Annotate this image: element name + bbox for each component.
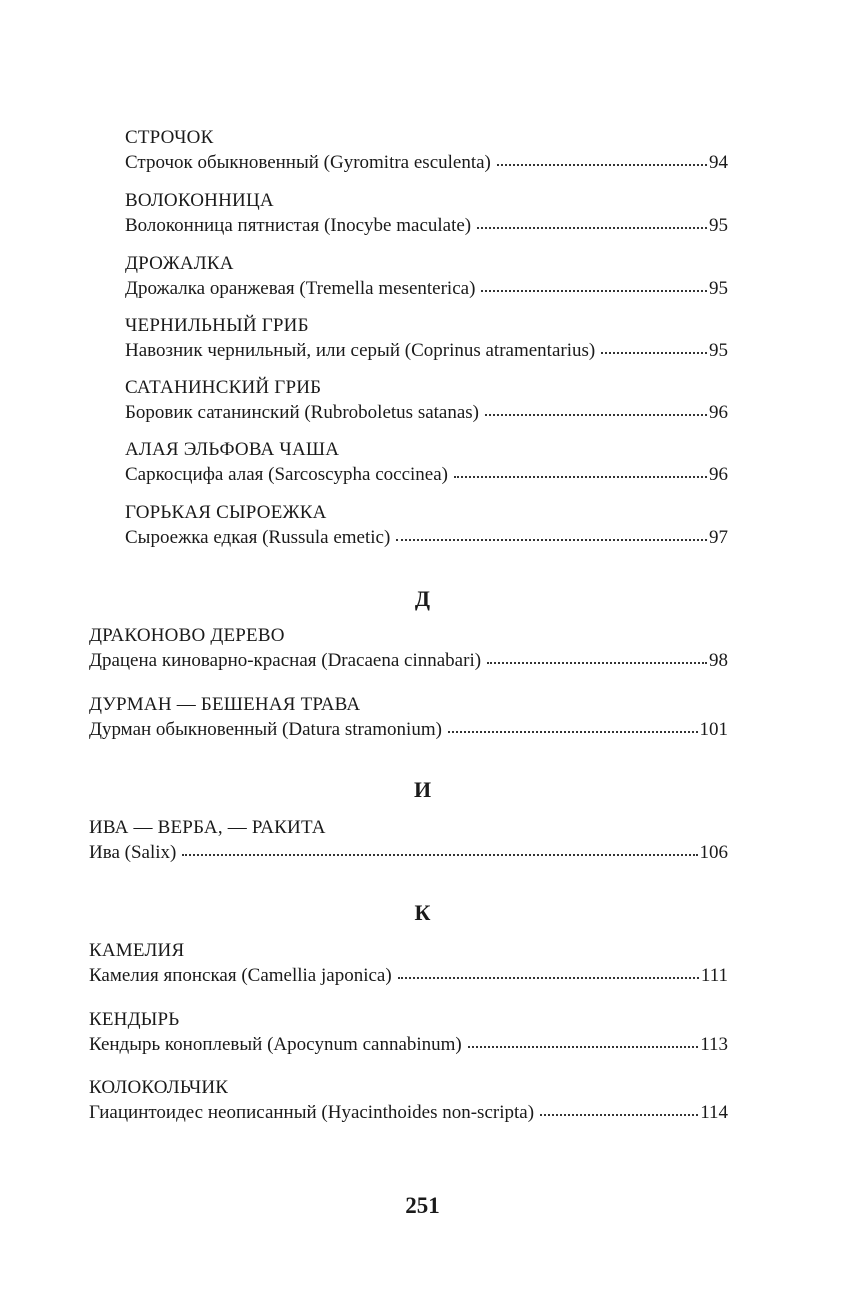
toc-entry [125,252,728,302]
entry-title: Гиацинтоидес неописанный (Hyacinthoides non-scripta) [89,1102,535,1123]
entry-page-number: 95 [709,278,728,299]
entry-heading: АЛАЯ ЭЛЬФОВА ЧАША [125,439,340,460]
leader-dots [454,466,707,480]
entry-heading: КАМЕЛИЯ [89,940,185,961]
entry-title: Навозник чернильный, или серый (Coprinus atramentarius) [125,340,596,361]
leader-dots [485,404,707,418]
entry-page-number: 96 [709,464,728,485]
entry-line [125,525,728,551]
entry-heading: САТАНИНСКИЙ ГРИБ [125,377,322,398]
entry-line [125,276,728,302]
toc-entry [89,693,728,743]
entry-page-number: 95 [709,340,728,361]
leader-dots [398,967,699,981]
toc-entry [125,189,728,239]
toc-entry [89,1008,728,1058]
leader-dots [182,844,697,858]
entry-heading: КОЛОКОЛЬЧИК [89,1077,229,1098]
entry-title: Строчок обыкновенный (Gyromitra esculenta) [125,152,491,173]
entry-page-number: 101 [699,719,728,740]
section-letter: И [413,777,432,802]
entry-line [89,963,728,989]
entry-line [125,213,728,239]
entry-heading: СТРОЧОК [125,127,214,148]
entry-heading: ЧЕРНИЛЬНЫЙ ГРИБ [125,315,309,336]
toc-entry [125,126,728,176]
entry-line [125,400,728,426]
entry-heading: ДРАКОНОВО ДЕРЕВО [89,625,285,646]
toc-entry [125,438,728,488]
entry-line [125,150,728,176]
entry-page-number: 95 [709,215,728,236]
toc-entry [89,816,728,866]
entry-page-number: 111 [700,965,728,986]
entry-heading: ДУРМАН — БЕШЕНАЯ ТРАВА [89,694,361,715]
entry-page-number: 97 [709,527,728,548]
page-number: 251 [405,1193,440,1218]
entry-title: Дрожалка оранжевая (Tremella mesenterica) [125,278,476,299]
leader-dots [497,154,707,168]
leader-dots [481,280,707,294]
entry-line [89,1032,728,1058]
section-letter: Д [414,586,431,611]
entry-title: Камелия японская (Camellia japonica) [89,965,392,986]
leader-dots [448,721,698,735]
leader-dots [468,1036,698,1050]
leader-dots [540,1104,698,1118]
entry-line [89,1100,728,1126]
entry-title: Дурман обыкновенный (Datura stramonium) [89,719,442,740]
toc-entry [89,939,728,989]
entry-line [125,338,728,364]
entry-title: Волоконница пятнистая (Inocybe maculate) [125,215,472,236]
entry-title: Драцена киноварно-красная (Dracaena cinnabari) [89,650,482,671]
entry-page-number: 96 [709,402,728,423]
toc-entry [89,1076,728,1126]
entry-heading: ВОЛОКОННИЦА [125,190,274,211]
entry-heading: КЕНДЫРЬ [89,1009,180,1030]
entry-title: Саркосцифа алая (Sarcoscypha coccinea) [125,464,448,485]
leader-dots [396,529,707,543]
entry-title: Боровик сатанинский (Rubroboletus satanas) [125,402,480,423]
entry-page-number: 113 [700,1034,728,1055]
entry-page-number: 94 [709,152,728,173]
entry-title: Сыроежка едкая (Russula emetic) [125,527,391,548]
toc-entry [125,501,728,551]
leader-dots [477,217,707,231]
entry-heading: ГОРЬКАЯ СЫРОЕЖКА [125,502,327,523]
entry-page-number: 114 [700,1102,728,1123]
entry-title: Ива (Salix) [89,842,177,863]
entry-line [89,648,728,674]
entry-heading: ДРОЖАЛКА [125,253,234,274]
entry-line [89,717,728,743]
toc-entry [125,376,728,426]
toc-entry [125,314,728,364]
entry-heading: ИВА — ВЕРБА, — РАКИТА [89,817,326,838]
entry-line [89,840,728,866]
entry-title: Кендырь коноплевый (Apocynum cannabinum) [89,1034,462,1055]
toc-entry [89,624,728,674]
entry-page-number: 98 [709,650,728,671]
entry-line [125,462,728,488]
leader-dots [601,342,707,356]
entry-page-number: 106 [699,842,728,863]
section-letter: К [414,900,431,925]
leader-dots [487,652,707,666]
